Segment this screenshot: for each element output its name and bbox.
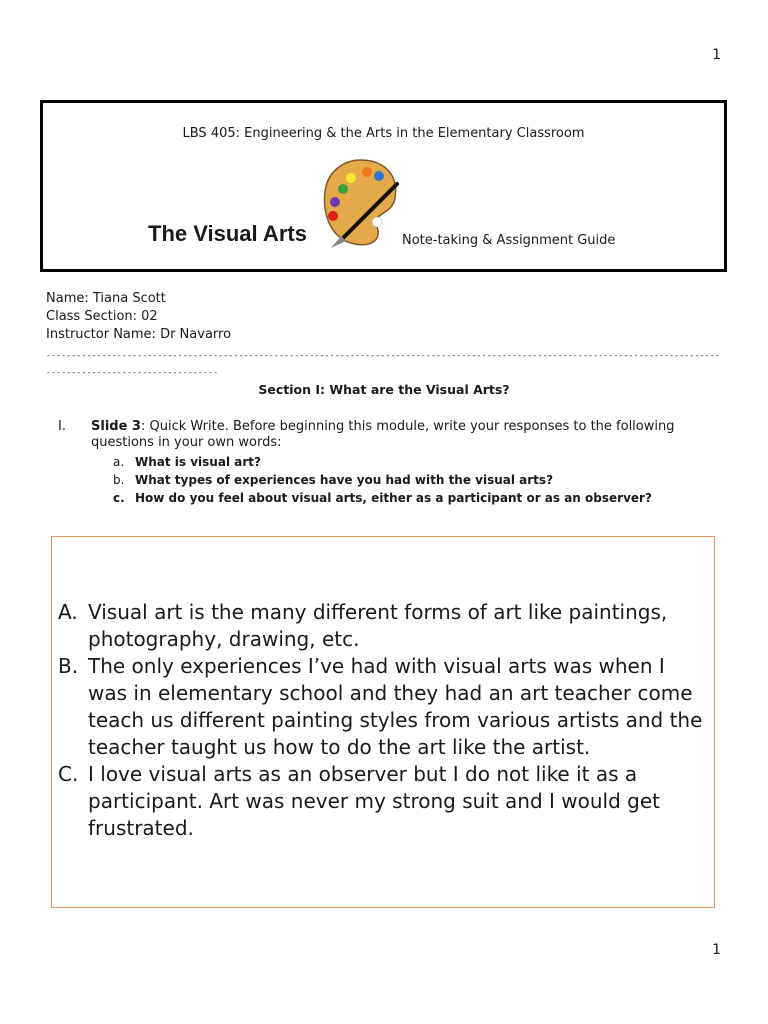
answer-box (51, 536, 715, 908)
question-number: I. (58, 419, 66, 434)
course-title: LBS 405: Engineering & the Arts in the Elementary Classroom (182, 126, 585, 141)
subquestion-a: a. What is visual art? (113, 455, 261, 469)
page-number-top: 1 (712, 47, 721, 63)
answer-a: A. Visual art is the many different forms of art like paintings, photography, drawing, etc. (58, 600, 668, 651)
section-heading: Section I: What are the Visual Arts? (258, 382, 510, 397)
header-box (40, 100, 727, 272)
guide-subtitle: Note-taking & Assignment Guide (402, 233, 616, 248)
divider-line: ----------------------------------------------------------------------------------------------------------------------------------------------------------------------- (46, 351, 720, 377)
question-prompt: : Quick Write. Before beginning this module, write your responses to the following questions in your own words: (91, 419, 675, 450)
answer-b: B. The only experiences I’ve had with visual arts was when I was in elementary school and they had an art teacher come teach us different painting styles from various artists and the teacher taught us how to do the art like the artist. (58, 654, 703, 759)
subquestion-b: b. What types of experiences have you had with the visual arts? (113, 473, 554, 487)
student-name: Name: Tiana Scott (46, 291, 166, 306)
slide-label: Slide 3 (91, 419, 141, 434)
page-title: The Visual Arts (148, 221, 307, 246)
art-palette-icon (321, 156, 401, 248)
class-section: Class Section: 02 (46, 309, 158, 324)
subquestion-c: c. How do you feel about visual arts, either as a participant or as an observer? (113, 491, 652, 505)
answer-list (58, 599, 708, 842)
page-number-bottom: 1 (712, 942, 721, 958)
instructor-name: Instructor Name: Dr Navarro (46, 327, 232, 342)
answer-c: C. I love visual arts as an observer but I do not like it as a participant. Art was never my strong suit and I would get frustrated. (58, 762, 661, 840)
question-1 (58, 419, 718, 451)
